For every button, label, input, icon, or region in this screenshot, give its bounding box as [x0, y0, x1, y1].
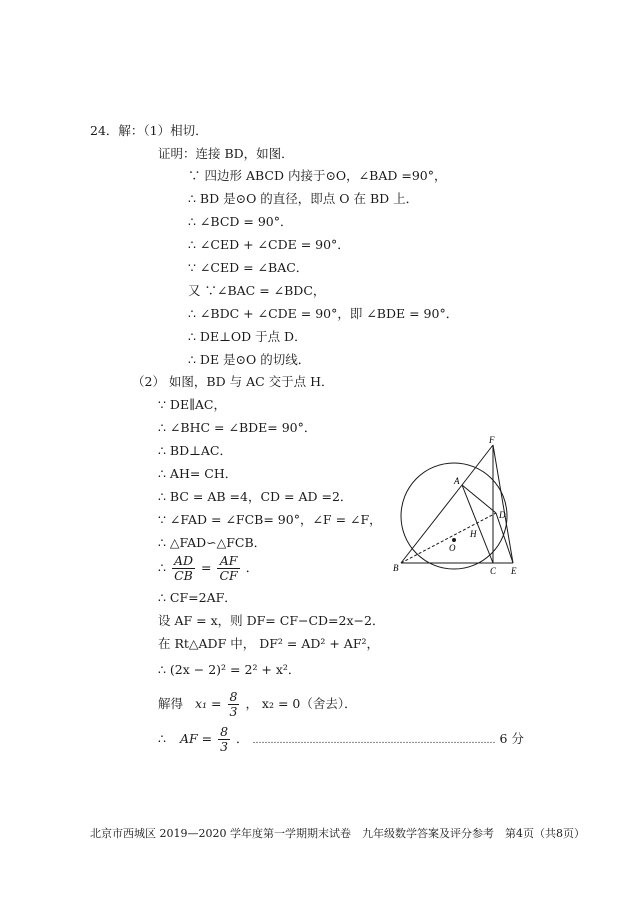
label-h: H — [470, 529, 477, 539]
proof-line: 证明：连接 BD，如图． — [158, 146, 294, 161]
fraction-denominator: CB — [174, 568, 193, 583]
segment-ad — [462, 485, 496, 513]
segment-ba — [401, 485, 462, 563]
final-line — [158, 723, 524, 757]
fraction-eight-thirds — [218, 725, 230, 754]
solve-rest: ， x₂ = 0（舍去）． — [245, 696, 357, 711]
label-c: C — [490, 566, 497, 576]
answer-heading: 24．解：（1）相切． — [90, 123, 208, 138]
solve-line — [158, 688, 357, 720]
segment-de — [496, 513, 513, 563]
label-o: O — [449, 543, 456, 553]
proof-line: ∴ BC = AB =4，CD = AD =2． — [158, 489, 353, 504]
proof-line: 设 AF = x，则 DF= CF−CD=2x−2． — [158, 613, 385, 628]
score-label: 6 分 — [499, 731, 524, 746]
ratio-line — [158, 552, 258, 584]
dot-leader: ……………………………………………………………………… — [252, 736, 496, 746]
solve-label: 解得 — [158, 696, 184, 711]
proof-line: ∴ ∠BCD = 90°． — [188, 214, 293, 229]
fraction-denominator: 3 — [220, 739, 229, 754]
proof-line: ∴ ∠CED + ∠CDE = 90°． — [188, 237, 350, 252]
segment-fe — [493, 445, 513, 563]
proof-line: ∵ 四边形 ABCD 内接于⊙O，∠BAD =90°， — [188, 168, 447, 183]
label-b: B — [393, 563, 399, 573]
proof-line: ∴ DE⊥OD 于点 D． — [188, 329, 307, 344]
equals-sign: = — [200, 560, 212, 575]
label-d: D — [499, 510, 506, 520]
proof-line: ∴ CF=2AF． — [158, 590, 237, 605]
center-point-o — [452, 538, 456, 542]
proof-line: ∴ BD⊥AC． — [158, 443, 232, 458]
label-f: F — [489, 435, 495, 445]
proof-line: （2） 如图，BD 与 AC 交于点 H． — [132, 374, 334, 389]
fraction-numerator: 8 — [229, 689, 238, 704]
circle-o — [401, 463, 507, 569]
fraction-ad-cb — [172, 554, 195, 583]
proof-line: ∵ ∠FAD = ∠FCB= 90°，∠F = ∠F， — [158, 512, 382, 527]
fraction-af-cf — [217, 554, 239, 583]
proof-line: ∴ △FAD∽△FCB． — [158, 535, 267, 550]
proof-line: 又 ∵∠BAC = ∠BDC， — [188, 283, 326, 298]
segment-af — [462, 445, 493, 485]
af-label: AF = — [179, 731, 213, 746]
proof-line: ∴ (2x − 2)² = 2² + x²． — [158, 662, 301, 677]
fraction-denominator: CF — [219, 568, 238, 583]
label-e: E — [511, 566, 517, 576]
proof-line: ∵ ∠CED = ∠BAC． — [188, 260, 309, 275]
proof-line: ∵ DE∥AC， — [158, 397, 226, 412]
fraction-numerator: AF — [217, 554, 239, 569]
fraction-numerator: 8 — [220, 724, 229, 739]
page-footer: 北京市西城区 2019—2020 学年度第一学期期末试卷 九年级数学答案及评分参考 第4页（共8页） — [90, 827, 585, 840]
proof-line: ∴ ∠BHC = ∠BDE= 90°． — [158, 420, 317, 435]
proof-line: ∴ BD 是⊙O 的直径，即点 O 在 BD 上． — [188, 191, 419, 206]
proof-line: 在 Rt△ADF 中， DF² = AD² + AF²， — [158, 636, 380, 651]
segment-ac — [462, 485, 493, 563]
period: ． — [245, 560, 259, 575]
proof-line: ∴ ∠BDC + ∠CDE = 90°，即 ∠BDE = 90°． — [188, 306, 459, 321]
fraction-numerator: AD — [173, 553, 193, 568]
proof-line: ∴ AH= CH． — [158, 466, 238, 481]
x1-label: x₁ = — [195, 696, 222, 711]
fraction-denominator: 3 — [229, 704, 238, 719]
therefore-symbol: ∴ — [158, 560, 166, 575]
proof-line: ∴ DE 是⊙O 的切线． — [188, 352, 311, 367]
segment-bd-dashed — [401, 513, 496, 563]
period: ． — [236, 731, 249, 746]
label-a: A — [454, 476, 460, 486]
therefore-symbol: ∴ — [158, 731, 166, 746]
fraction-eight-thirds — [228, 690, 240, 719]
